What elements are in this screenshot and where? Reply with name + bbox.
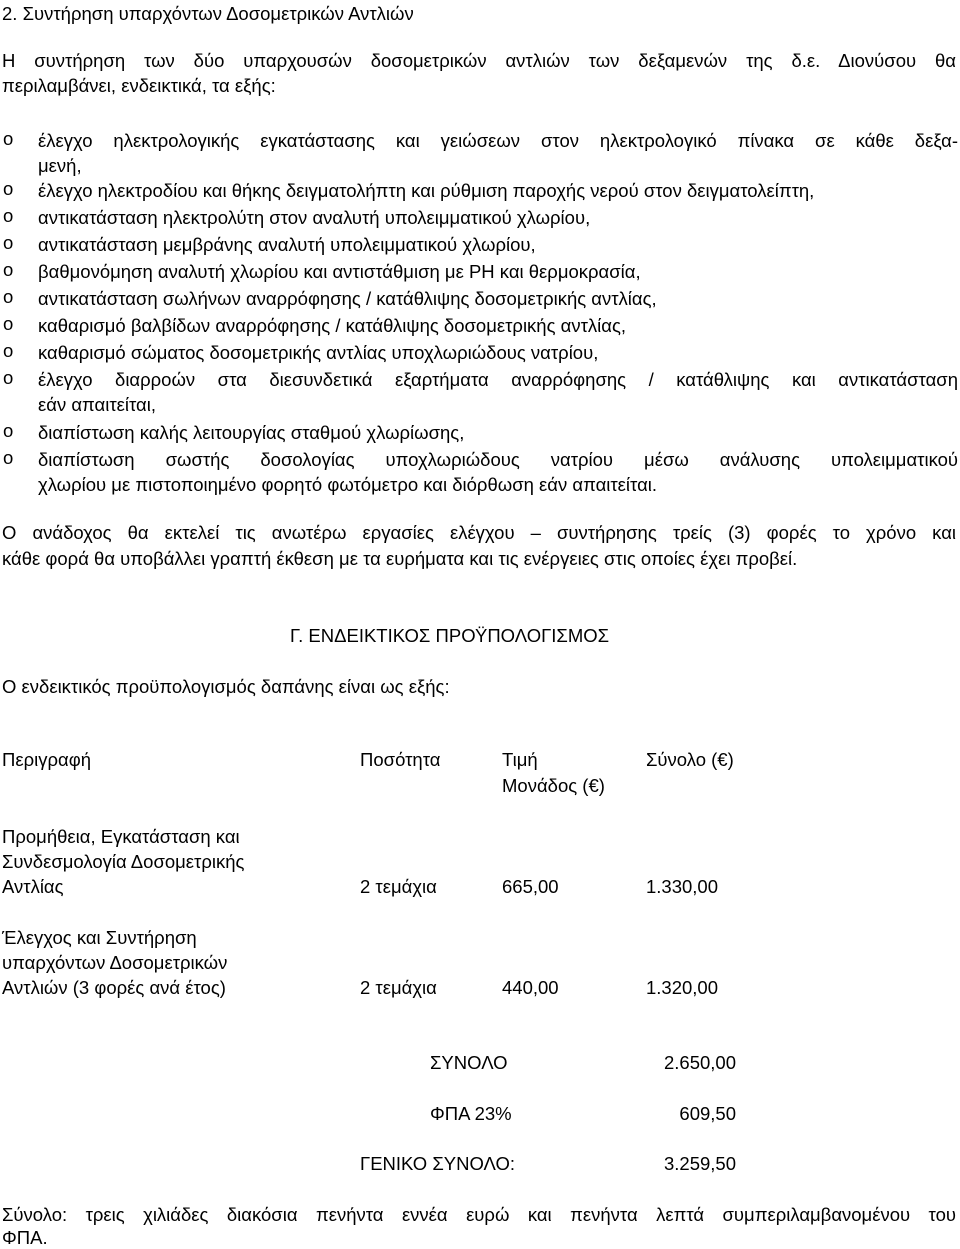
list-item-text: καθαρισμό βαλβίδων αναρρόφησης / κατάθλιψης δοσομετρικής αντλίας, — [38, 315, 627, 336]
row-unit-price: 665,00 — [502, 876, 559, 897]
row-quantity: 2 τεμάχια — [360, 876, 437, 897]
row-description: Έλεγχος και Συντήρηση — [2, 927, 197, 948]
contractor-line-1: Ο ανάδοχος θα εκτελεί τις ανωτέρω εργασίες ελέγχου – συντήρησης τρείς (3) φορές το χρόνο και — [2, 522, 956, 543]
list-item-text: αντικατάσταση σωλήνων αναρρόφησης / κατάθλιψης δοσομετρικής αντλίας, — [38, 288, 657, 309]
sum-value: 2.650,00 — [663, 1052, 736, 1073]
sum-label: ΣΥΝΟΛΟ — [430, 1052, 508, 1073]
grand-total-value: 3.259,50 — [663, 1153, 736, 1174]
intro-line-2: περιλαμβάνει, ενδεικτικά, τα εξής: — [2, 75, 276, 96]
list-item-text: διαπίστωση σωστής δοσολογίας υποχλωριώδους νατρίου μέσω ανάλυσης υπολειμματικού — [38, 449, 958, 470]
vat-label: ΦΠΑ 23% — [430, 1103, 512, 1124]
bullet-marker: o — [3, 128, 14, 149]
header-unit-price-cont: Μονάδος (€) — [502, 775, 605, 796]
header-unit-price: Τιμή — [502, 749, 538, 770]
bullet-marker: o — [3, 259, 14, 280]
vat-value: 609,50 — [679, 1103, 736, 1124]
amount-in-words-cont: ΦΠΑ. — [2, 1227, 48, 1248]
bullet-marker: o — [3, 178, 14, 199]
intro-line-1: Η συντήρηση των δύο υπαρχουσών δοσομετρικών αντλιών των δεξαμενών της δ.ε. Διονύσου θα — [2, 50, 956, 71]
bullet-marker: o — [3, 286, 14, 307]
bullet-marker: o — [3, 313, 14, 334]
list-item-text: αντικατάσταση μεμβράνης αναλυτή υπολειμματικού χλωρίου, — [38, 234, 536, 255]
row-quantity: 2 τεμάχια — [360, 977, 437, 998]
list-item-text-cont: χλωρίου με πιστοποιημένο φορητό φωτόμετρο και διόρθωση εάν απαιτείται. — [38, 474, 658, 495]
list-item-text: βαθμονόμηση αναλυτή χλωρίου και αντιστάθμιση με PH και θερμοκρασία, — [38, 261, 641, 282]
header-total: Σύνολο (€) — [646, 749, 734, 770]
bullet-marker: o — [3, 420, 14, 441]
header-description: Περιγραφή — [2, 749, 91, 770]
row-description-cont: υπαρχόντων Δοσομετρικών — [2, 952, 228, 973]
row-description-cont: Συνδεσμολογία Δοσομετρικής — [2, 851, 245, 872]
row-total: 1.320,00 — [646, 977, 719, 998]
grand-total-label: ΓΕΝΙΚΟ ΣΥΝΟΛΟ: — [360, 1153, 516, 1174]
list-item-text-cont: εάν απαιτείται, — [38, 394, 156, 415]
bullet-marker: o — [3, 232, 14, 253]
row-description-cont: Αντλίας — [2, 876, 64, 897]
list-item-text: διαπίστωση καλής λειτουργίας σταθμού χλωρίωσης, — [38, 422, 465, 443]
budget-heading: Γ. ΕΝΔΕΙΚΤΙΚΟΣ ΠΡΟΫΠΟΛΟΓΙΣΜΟΣ — [290, 625, 610, 646]
list-item-text-cont: μενή, — [38, 155, 82, 176]
list-item-text: έλεγχο ηλεκτροδίου και θήκης δειγματολήπτη και ρύθμιση παροχής νερού στον δειγματολείπτη, — [38, 180, 815, 201]
list-item-text: καθαρισμό σώματος δοσομετρικής αντλίας υποχλωριώδους νατρίου, — [38, 342, 599, 363]
row-description-cont: Αντλιών (3 φορές ανά έτος) — [2, 977, 226, 998]
row-total: 1.330,00 — [646, 876, 719, 897]
section-heading: 2. Συντήρηση υπαρχόντων Δοσομετρικών Αντλιών — [2, 3, 414, 24]
budget-intro: Ο ενδεικτικός προϋπολογισμός δαπάνης είναι ως εξής: — [2, 676, 450, 697]
list-item-text: έλεγχο διαρροών στα διεσυνδετικά εξαρτήματα αναρρόφησης / κατάθλιψης και αντικατάσταση — [38, 369, 958, 390]
bullet-marker: o — [3, 367, 14, 388]
list-item-text: έλεγχο ηλεκτρολογικής εγκατάστασης και γειώσεων στον ηλεκτρολογικό πίνακα σε κάθε δεξα- — [38, 130, 958, 151]
header-quantity: Ποσότητα — [360, 749, 441, 770]
bullet-marker: o — [3, 205, 14, 226]
bullet-marker: o — [3, 340, 14, 361]
contractor-line-2: κάθε φορά θα υποβάλλει γραπτή έκθεση με τα ευρήματα και τις ενέργειες στις οποίες έχει προβεί. — [2, 548, 798, 569]
list-item-text: αντικατάσταση ηλεκτρολύτη στον αναλυτή υπολειμματικού χλωρίου, — [38, 207, 591, 228]
amount-in-words: Σύνολο: τρεις χιλιάδες διακόσια πενήντα εννέα ευρώ και πενήντα λεπτά συμπεριλαμβανομένου του — [2, 1204, 956, 1225]
row-unit-price: 440,00 — [502, 977, 559, 998]
bullet-marker: o — [3, 447, 14, 468]
row-description: Προμήθεια, Εγκατάσταση και — [2, 826, 240, 847]
